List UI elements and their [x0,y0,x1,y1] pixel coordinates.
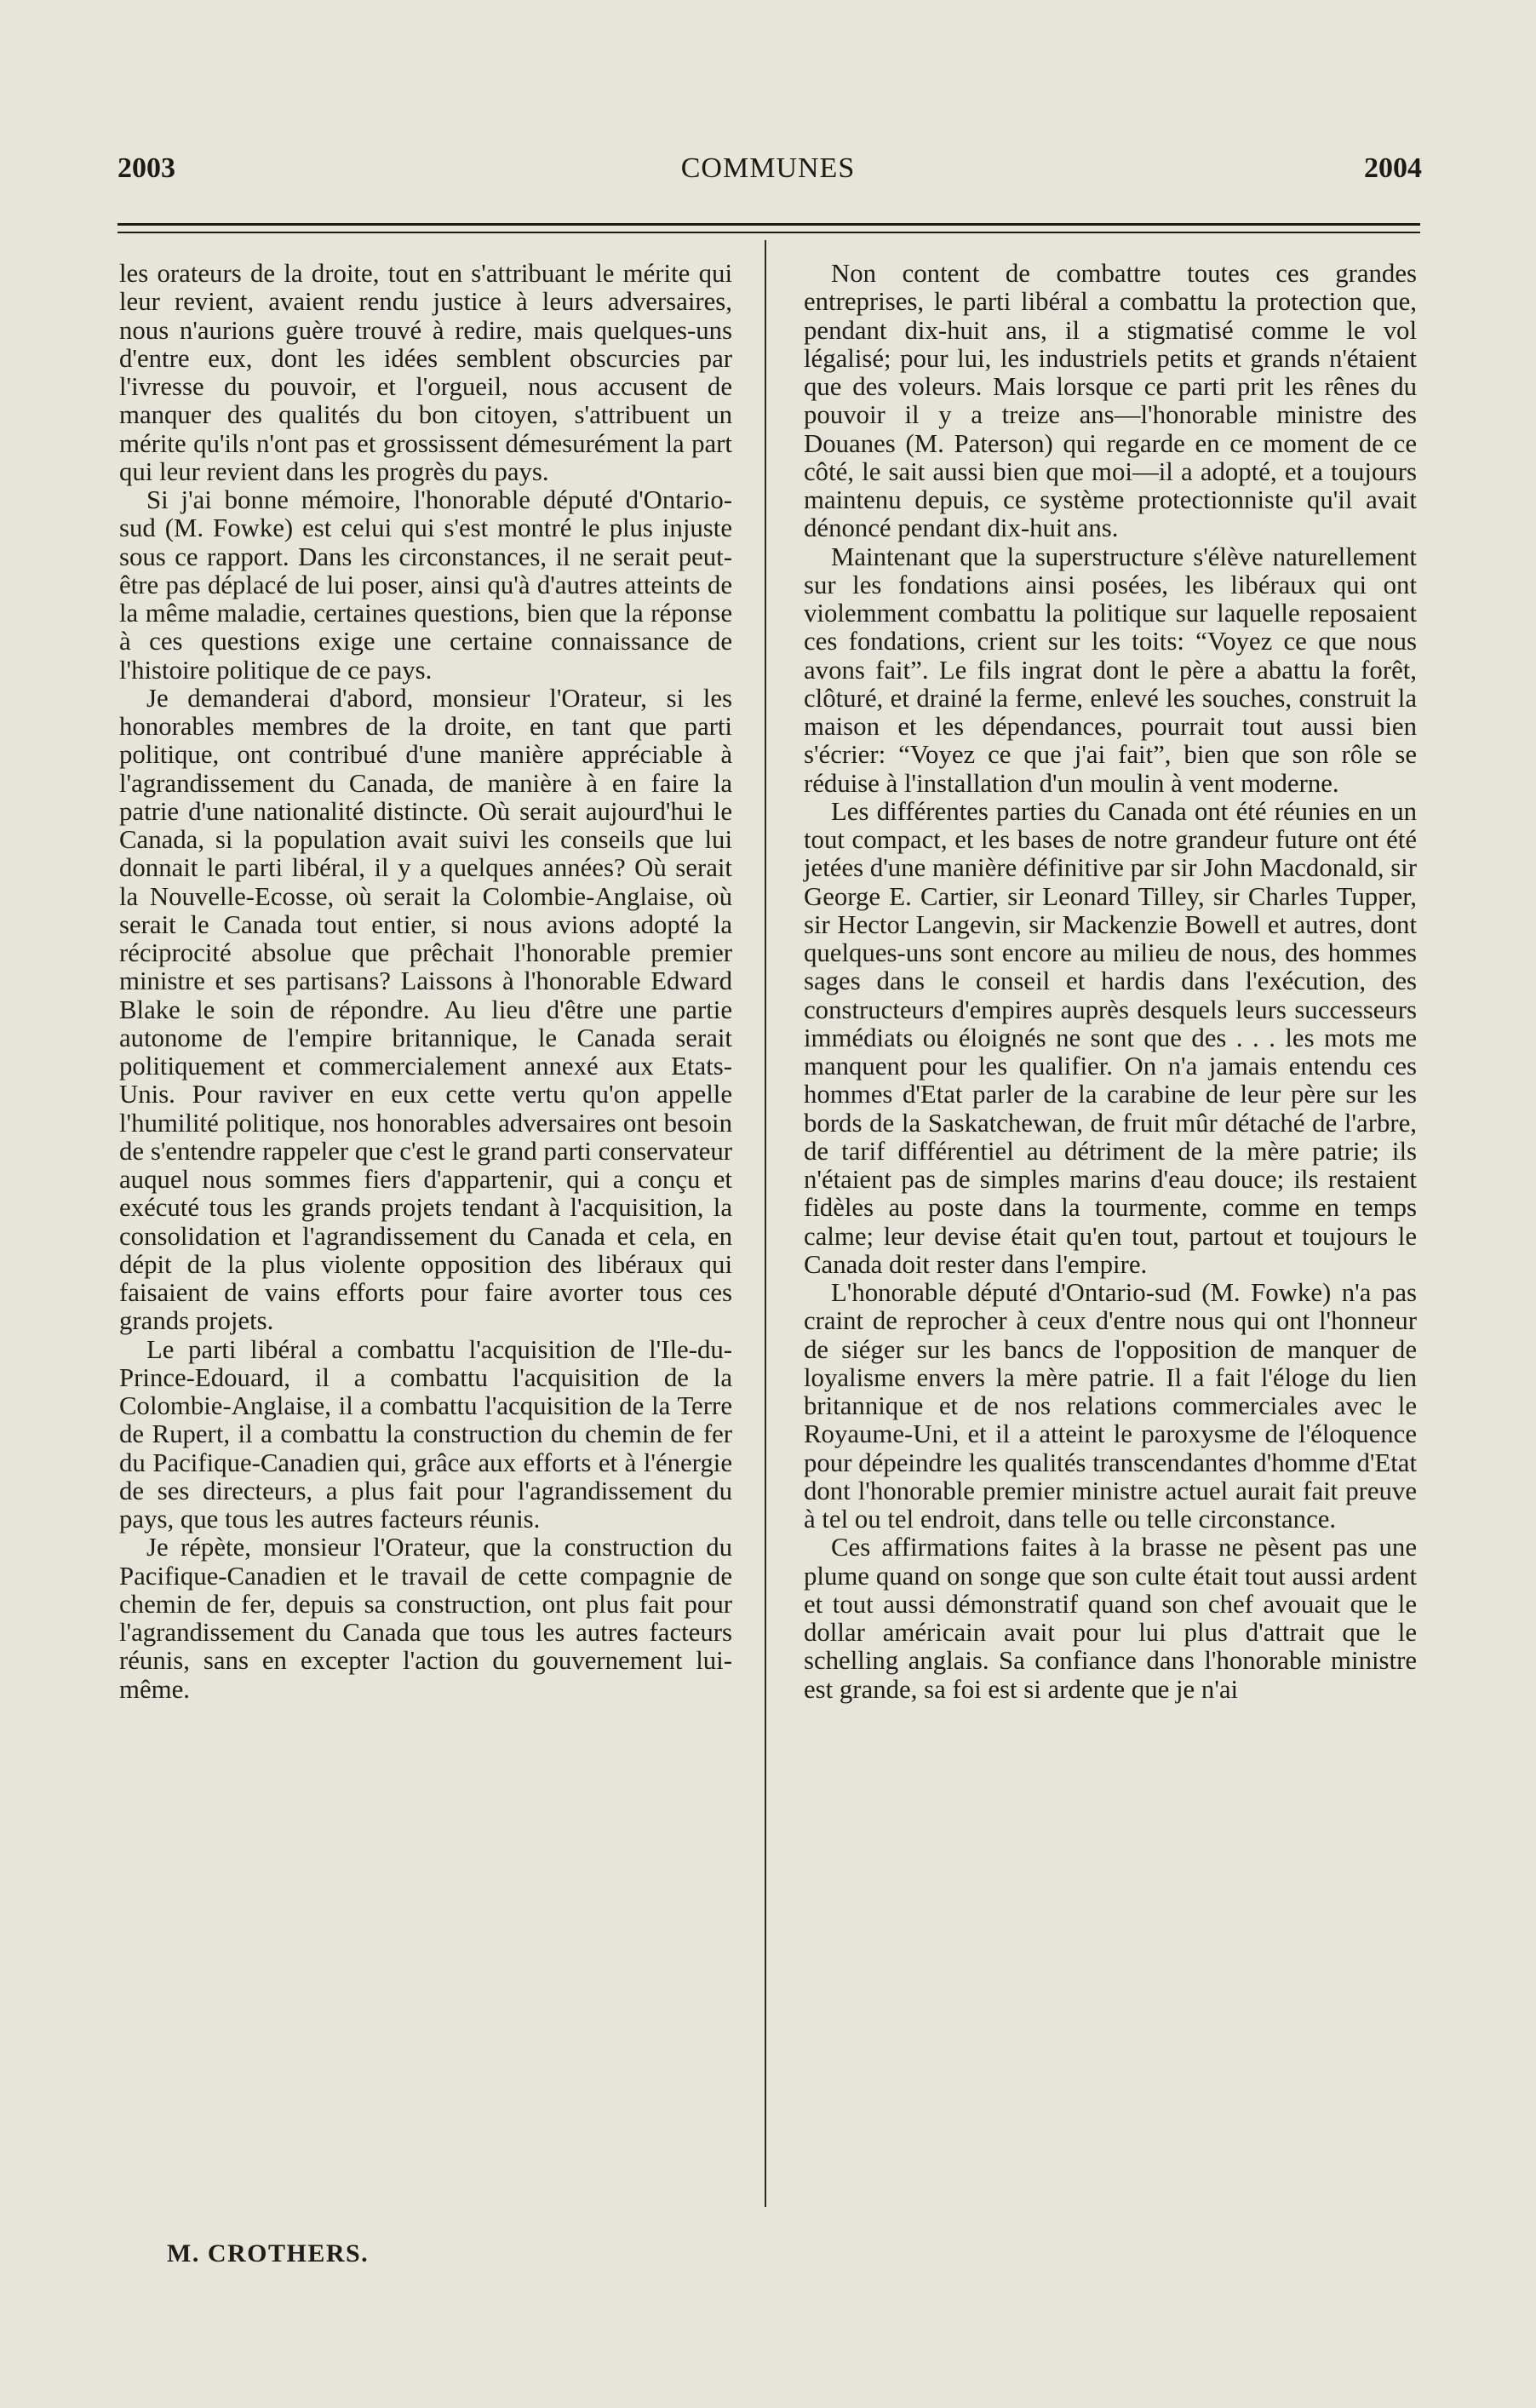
speaker-footer: M. CROTHERS. [167,2239,370,2268]
paragraph: L'honorable député d'Ontario-sud (M. Fowke) n'a pas craint de reprocher à ceux d'entre nous qui ont l'honneur de siéger sur les bancs de l'opposition de manquer de loyalisme envers la mère patrie. Il a fait l'éloge du lien britannique et de nos relations commerciales avec le Royaume-Uni, et il a atteint le paroxysme de l'éloquence pour dépeindre les qualités transcendantes d'homme d'Etat dont l'honorable premier ministre actuel aurait fait preuve à tel ou tel endroit, dans telle ou telle circonstance. [804,1278,1417,1534]
paragraph: Ces affirmations faites à la brasse ne pèsent pas une plume quand on songe que son culte était tout aussi ardent et tout aussi démonstratif quand son chef avouait que le dollar américain avait pour lui plus d'attrait que le schelling anglais. Sa confiance dans l'honorable ministre est grande, sa foi est si ardente que je n'ai [804,1533,1417,1704]
paragraph: les orateurs de la droite, tout en s'attribuant le mérite qui leur revient, avaient rendu justice à leurs adversaires, nous n'aurions guère trouvé à redire, mais quelques-uns d'entre eux, dont les idées semblent obscurcies par l'ivresse du pouvoir, et l'orgueil, nous accusent de manquer des qualités du bon citoyen, s'attribuent un mérite qu'ils n'ont pas et grossissent démesurément la part qui leur revient dans les progrès du pays. [119,259,732,486]
right-column [804,260,1417,1704]
header-rule-top [117,223,1420,226]
paragraph: Si j'ai bonne mémoire, l'honorable député d'Ontario-sud (M. Fowke) est celui qui s'est montré le plus injuste sous ce rapport. Dans les circonstances, il ne serait peut-être pas déplacé de lui poser, ainsi qu'à d'autres atteints de la même maladie, certaines questions, bien que la réponse à ces questions exige une certaine connaissance de l'histoire politique de ce pays. [119,485,732,685]
page-number-right: 2004 [1364,152,1422,184]
running-title: COMMUNES [680,152,856,184]
paragraph: Je demanderai d'abord, monsieur l'Orateur, si les honorables membres de la droite, en tant que parti politique, ont contribué d'une manière appréciable à l'agrandissement du Canada, de manière à en faire la patrie d'une nationalité distincte. Où serait aujourd'hui le Canada, si la population avait suivi les conseils que lui donnait le parti libéral, il y a quelques années? Où serait la Nouvelle-Ecosse, où serait la Colombie-Anglaise, où serait le Canada tout entier, si nous avions adopté la réciprocité absolue que prêchait l'honorable premier ministre et ses partisans? Laissons à l'honorable Edward Blake le soin de répondre. Au lieu d'être une partie autonome de l'empire britannique, le Canada serait politiquement et commercialement annexé aux Etats-Unis. Pour raviver en eux cette vertu qu'on appelle l'humilité politique, nos honorables adversaires ont besoin de s'entendre rappeler que c'est le grand parti conservateur auquel nous sommes fiers d'appartenir, qui a conçu et exécuté tous les grands projets tendant à l'acquisition, la consolidation et l'agrandissement du Canada et cela, en dépit de la plus violente opposition des libéraux qui faisaient de vains efforts pour faire avorter tous ces grands projets. [119,683,732,1336]
paragraph: Les différentes parties du Canada ont été réunies en un tout compact, et les bases de notre grandeur future ont été jetées d'une manière définitive par sir John Macdonald, sir George E. Cartier, sir Leonard Tilley, sir Charles Tupper, sir Hector Langevin, sir Mackenzie Bowell et autres, dont quelques-uns sont encore au milieu de nous, des hommes sages dans le conseil et hardis dans l'exécution, des constructeurs d'empires auprès desquels leurs successeurs immédiats ou éloignés ne sont que des . . . les mots me manquent pour les qualifier. On n'a jamais entendu ces hommes d'Etat parler de la carabine de leur père sur les bords de la Saskatchewan, de fruit mûr détaché de l'arbre, de tarif différentiel au détriment de la mère patrie; ils n'étaient pas de simples marins d'eau douce; ils restaient fidèles au poste dans la tourmente, comme en temps calme; leur devise était qu'en tout, partout et toujours le Canada doit rester dans l'empire. [804,796,1417,1279]
paragraph: Maintenant que la superstructure s'élève naturellement sur les fondations ainsi posées, les libéraux qui ont violemment combattu la politique sur laquelle reposaient ces fondations, crient sur les toits: “Voyez ce que nous avons fait”. Le fils ingrat dont le père a abattu la forêt, clôturé, et drainé la ferme, enlevé les souches, construit la maison et les dépendances, pourrait tout aussi bien s'écrier: “Voyez ce que j'ai fait”, bien que son rôle se réduise à l'installation d'un moulin à vent moderne. [804,542,1417,798]
column-divider [765,240,766,2207]
header-rule-bottom [117,232,1420,233]
paragraph: Le parti libéral a combattu l'acquisition de l'Ile-du-Prince-Edouard, il a combattu l'acquisition de la Colombie-Anglaise, il a combattu l'acquisition de la Terre de Rupert, il a combattu la construction du chemin de fer du Pacifique-Canadien qui, grâce aux efforts et à l'énergie de ses directeurs, a plus fait pour l'agrandissement du pays, que tous les autres facteurs réunis. [119,1334,732,1534]
paragraph: Non content de combattre toutes ces grandes entreprises, le parti libéral a combattu la protection que, pendant dix-huit ans, il a stigmatisé comme le vol légalisé; pour lui, les industriels petits et grands n'étaient que des voleurs. Mais lorsque ce parti prit les rênes du pouvoir il y a treize ans—l'honorable ministre des Douanes (M. Paterson) qui regarde en ce moment de ce côté, le sait aussi bien que moi—il a adopté, et a toujours maintenu depuis, ce système protectionniste qu'il avait dénoncé pendant dix-huit ans. [804,259,1417,543]
paragraph: Je répète, monsieur l'Orateur, que la construction du Pacifique-Canadien et le travail de cette compagnie de chemin de fer, depuis sa construction, ont plus fait pour l'agrandissement du Canada que tous les autres facteurs réunis, sans en excepter l'action du gouvernement lui-même. [119,1533,732,1704]
page-number-left: 2003 [117,152,175,184]
left-column [119,260,732,1704]
